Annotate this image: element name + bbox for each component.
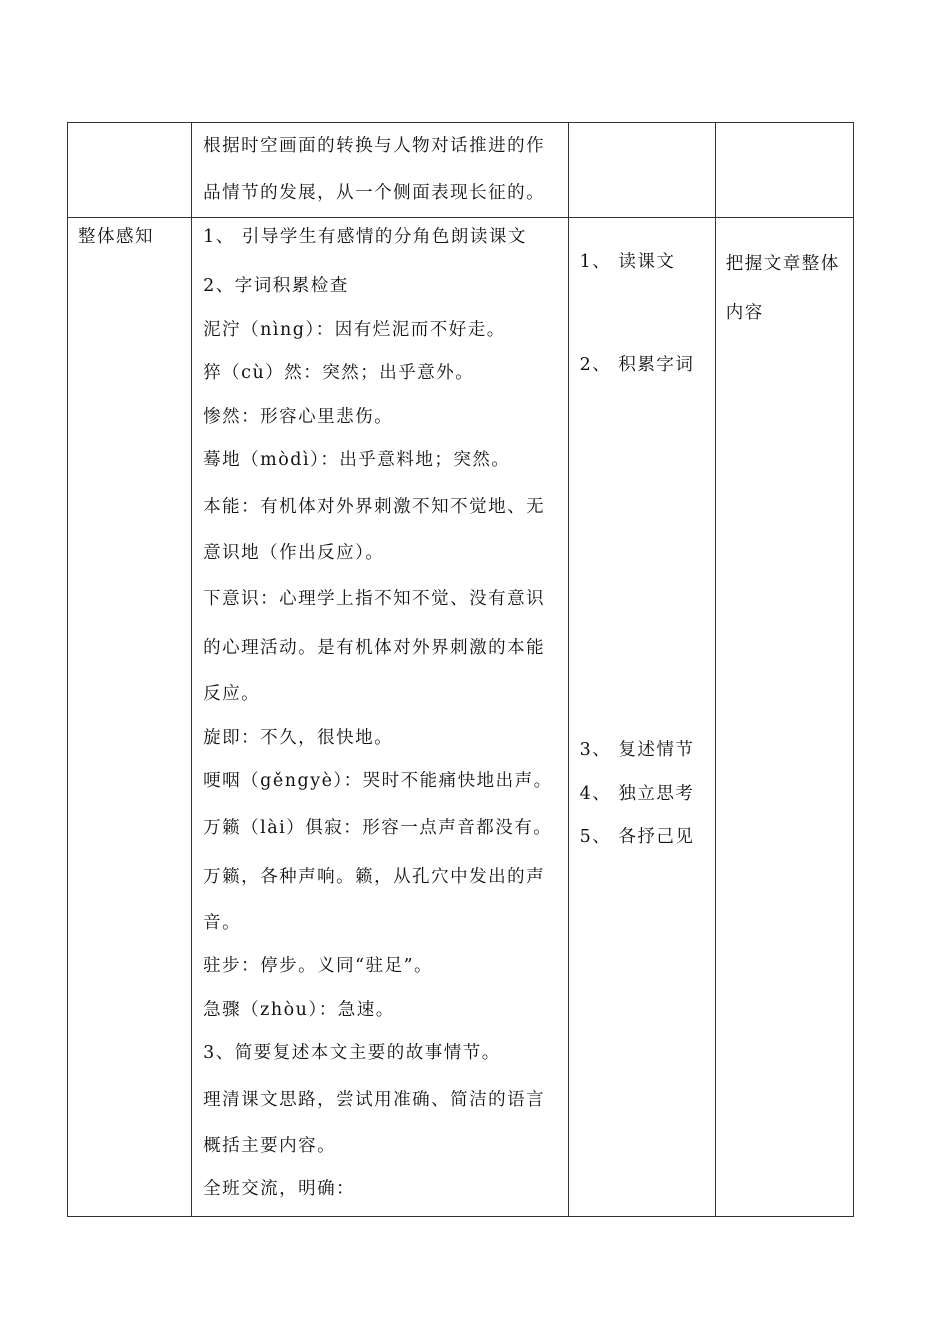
content-line: 2、字词积累检查	[203, 276, 349, 296]
content-line: 旋即：不久，很快地。	[203, 727, 394, 748]
content-line: 猝（cù）然：突然；出乎意外。	[203, 363, 475, 383]
content-line: 急骤（zhòu）：急速。	[203, 999, 395, 1020]
content-line: 哽咽（gěngyè）：哭时不能痛快地出声。	[203, 771, 553, 791]
student-activity-cell	[568, 218, 715, 1217]
content-line: 蓦地（mòdì）：出乎意料地；突然。	[203, 450, 511, 470]
content-line: 品情节的发展，从一个侧面表现长征的。	[203, 183, 546, 203]
content-line: 的心理活动。是有机体对外界刺激的本能	[203, 638, 546, 658]
goal-line: 内容	[725, 303, 764, 323]
content-line: 泥泞（nìng）：因有烂泥而不好走。	[203, 319, 506, 340]
table-row	[68, 218, 854, 1217]
goal-line: 把握文章整体	[725, 254, 840, 274]
content-line: 全班交流，明确：	[203, 1179, 356, 1199]
activity-item: 2、 积累字词	[579, 354, 695, 375]
content-line: 1、 引导学生有感情的分角色朗读课文	[203, 227, 527, 247]
content-line: 3、简要复述本文主要的故事情节。	[203, 1043, 501, 1063]
teaching-content-cell	[192, 218, 568, 1217]
content-line: 概括主要内容。	[203, 1135, 337, 1156]
design-intent-cell	[715, 123, 853, 218]
design-intent-cell	[715, 218, 853, 1217]
content-line: 本能：有机体对外界刺激不知不觉地、无	[203, 496, 546, 517]
content-line: 下意识：心理学上指不知不觉、没有意识	[203, 589, 546, 609]
teaching-content-cell	[192, 123, 568, 218]
section-label-cell	[68, 123, 192, 218]
section-label: 整体感知	[78, 227, 154, 247]
content-line: 万籁（lài）俱寂：形容一点声音都没有。	[203, 817, 553, 838]
content-line: 意识地（作出反应）。	[203, 542, 385, 563]
content-line: 音。	[203, 912, 242, 933]
content-line: 根据时空画面的转换与人物对话推进的作	[203, 136, 546, 156]
content-line: 理清课文思路，尝试用准确、简洁的语言	[203, 1089, 546, 1110]
lesson-plan-table	[67, 122, 854, 1217]
section-label-cell	[68, 218, 192, 1217]
activity-item: 1、 读课文	[579, 252, 676, 272]
table-row	[68, 123, 854, 218]
content-line: 惨然：形容心里悲伤。	[203, 406, 394, 427]
activity-item: 4、 独立思考	[579, 783, 695, 804]
activity-item: 5、 各抒己见	[579, 827, 695, 847]
content-line: 万籁，各种声响。籁，从孔穴中发出的声	[203, 866, 546, 887]
activity-item: 3、 复述情节	[579, 740, 695, 760]
content-line: 驻步：停步。义同“驻足”。	[203, 956, 434, 976]
content-line: 反应。	[203, 684, 261, 704]
student-activity-cell	[568, 123, 715, 218]
